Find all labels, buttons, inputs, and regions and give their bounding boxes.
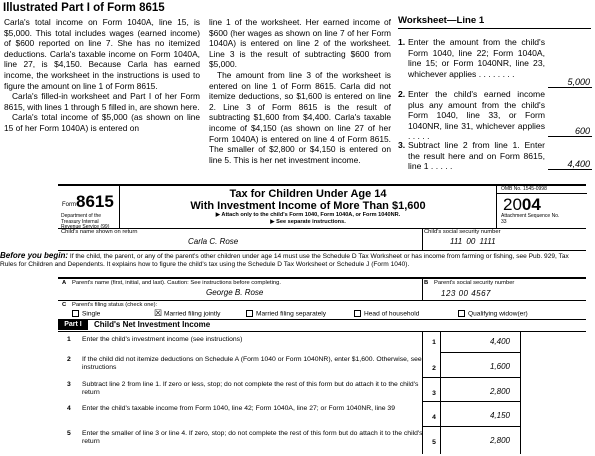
line-box-number: 2 <box>432 365 436 372</box>
line-number: 3 <box>67 381 71 388</box>
child-name-label: Child's name shown on return <box>61 229 138 235</box>
tax-year <box>503 195 541 215</box>
before-label: Before you begin: <box>0 251 69 260</box>
attachment-sequence: Attachment Sequence No. 33 <box>501 213 560 225</box>
before-you-begin <box>0 252 586 270</box>
parent-name-label: Parent's name (first, initial, and last). Caution: See instructions before completing. <box>72 280 281 286</box>
form-8615 <box>0 184 586 452</box>
line-box-number: 4 <box>432 414 436 421</box>
line-text: Enter the smaller of line 3 or line 4. If zero, stop; do not complete the rest of this form but do attach it to the child's return <box>82 430 423 446</box>
filing-option-head-of-household[interactable] <box>354 310 419 317</box>
worksheet-item-number: 1. <box>398 37 406 47</box>
filing-option-single[interactable] <box>72 310 100 317</box>
year-prefix: 20 <box>503 195 522 214</box>
department-label: Department of the Treasury Internal Revenue Service (99) <box>61 213 110 231</box>
parent-ssn-label: Parent's social security number <box>434 280 515 286</box>
form-word: Form <box>62 202 76 208</box>
year-suffix: 04 <box>521 195 541 214</box>
see-instructions: ▶ See separate instructions. <box>270 219 346 225</box>
form-title-block <box>120 188 496 226</box>
line-number: 4 <box>67 405 71 412</box>
checkbox[interactable] <box>458 310 465 317</box>
paragraph: Carla's filled-in worksheet and Part I of her Form 8615, with lines 1 through 5 filled in, are shown here. <box>4 91 200 112</box>
filing-option-label: Qualifying widow(er) <box>468 310 528 318</box>
part-i-badge: Part I <box>58 320 88 330</box>
filing-option-label: Head of household <box>364 310 420 318</box>
line-amount[interactable]: 4,150 <box>489 411 510 420</box>
line-amount[interactable]: 1,600 <box>489 362 510 371</box>
line-box-number: 3 <box>432 390 436 397</box>
line-amount[interactable]: 2,800 <box>489 387 510 396</box>
line-box-number: 1 <box>432 339 436 346</box>
child-ssn-value[interactable]: 111 00 1111 <box>450 237 496 246</box>
line-amount[interactable]: 4,400 <box>489 337 510 346</box>
explanation-column-2 <box>209 17 391 165</box>
line-box-number: 5 <box>432 439 436 446</box>
filing-option-married-separately[interactable] <box>246 310 326 317</box>
filing-status-label: Parent's filing status (check one): <box>72 302 158 308</box>
form-number: 8615 <box>76 192 114 211</box>
omb-number: OMB No. 1545-0998 <box>497 187 587 194</box>
line-number: 5 <box>67 430 71 437</box>
form-title-line-2: With Investment Income of More Than $1,600 <box>190 200 426 212</box>
part-i-title: Child's Net Investment Income <box>94 320 211 329</box>
checkbox[interactable] <box>72 310 79 317</box>
line-text: Enter the child's taxable income from Form 1040, line 42; Form 1040A, line 27; or Form 1040NR, line 39 <box>82 405 395 412</box>
omb-block <box>496 186 586 228</box>
item-a-label: A <box>62 280 67 286</box>
paragraph: Carla's total income on Form 1040A, line 15, is $5,000. This total includes wages (earned income) of $600 reported on line 7. She has no itemized deductions. Carla's taxable income on Form 1040A, line 27, is $4,150. Because Carla has earned income, the worksheet in the instructions is used to figure the amount on line 1 of Form 8615. <box>4 17 200 91</box>
worksheet-item-text: Subtract line 2 from line 1. Enter the result here and on Form 8615, line 1 . . . . . <box>408 140 545 172</box>
filing-option-label: Single <box>82 310 101 318</box>
worksheet-item-value: 5,000 <box>548 77 592 88</box>
line-text: Subtract line 2 from line 1. If zero or less, stop; do not complete the rest of this form but do attach it to the child's return <box>82 381 419 397</box>
filing-option-label: Married filing jointly <box>164 310 221 318</box>
item-b-label: B <box>424 280 429 286</box>
line-text: Enter the child's investment income (see instructions) <box>82 336 243 343</box>
worksheet-title: Worksheet—Line 1 <box>398 15 591 29</box>
parent-name-value[interactable]: George B. Rose <box>206 288 264 297</box>
worksheet-item-text: Enter the amount from the child's Form 1040, line 22; Form 1040A, line 15; or Form 1040NR, line 23, whichever applies . . . . . . . . <box>408 37 545 79</box>
child-name-value[interactable]: Carla C. Rose <box>188 237 239 246</box>
before-text: If the child, the parent, or any of the parent's other children under age 14 must use the Schedule D Tax Worksheet or has income from farming or fishing, see Pub. 929, Tax Rules for Children and Dependents. It explains how to figure the child's tax using the Schedule D Tax Worksheet or Schedule J (Form 1040). <box>0 253 569 269</box>
checkbox[interactable] <box>246 310 253 317</box>
filing-option-qualifying-widow[interactable] <box>458 310 528 317</box>
line-text: If the child did not itemize deductions on Schedule A (Form 1040 or Form 1040NR), enter $1,600. Otherwise, see instructions <box>82 356 422 372</box>
line-amount[interactable]: 2,800 <box>489 436 510 445</box>
paragraph: line 1 of the worksheet. Her earned income of $600 (her wages as shown on line 7 of her Form 1040A) is entered on line 2 of the worksheet. Line 3 is the result of subtracting $600 from $5,000. <box>209 17 391 70</box>
worksheet-item-value: 4,400 <box>548 159 592 170</box>
attach-instruction: ▶ Attach only to the child's Form 1040, Form 1040A, or Form 1040NR. <box>215 212 401 218</box>
filing-option-label: Married filing separately <box>256 310 326 318</box>
worksheet-item-text: Enter the child's earned income plus any amount from the child's Form 1040, line 33, or Form 1040NR, line 31, whichever applies . . . . . <box>408 89 545 142</box>
filing-option-married-jointly[interactable] <box>154 310 220 317</box>
item-c-label: C <box>62 302 67 308</box>
worksheet-line-1 <box>398 15 594 172</box>
form-title-line-1: Tax for Children Under Age 14 <box>229 188 387 200</box>
parent-ssn-value[interactable]: 123 00 4567 <box>441 289 491 298</box>
checkbox[interactable] <box>354 310 361 317</box>
page-heading: Illustrated Part I of Form 8615 <box>3 2 165 14</box>
worksheet-item-number: 2. <box>398 89 406 99</box>
child-ssn-label: Child's social security number <box>424 229 501 235</box>
paragraph: The amount from line 3 of the worksheet is entered on line 1 of Form 8615. Carla did not itemize deductions, so $1,600 is entered on line 2. Line 3 of Form 8615 is the result of subtracting $1,600 from $4,400. Carla's taxable income of $4,150 (as shown on line 27 of her Form 1040A) is entered on line 4 of Form 8615. The smaller of $2,800 or $4,150 is entered on line 5. This is her net investment income. <box>209 69 391 165</box>
worksheet-item-number: 3. <box>398 140 406 150</box>
explanation-column-1 <box>4 17 200 134</box>
worksheet-item-value: 600 <box>548 126 592 137</box>
form-id-block <box>58 186 120 231</box>
paragraph: Carla's total income of $5,000 (as shown on line 15 of her Form 1040A) is entered on <box>4 112 200 133</box>
checkbox-checked[interactable]: ☒ <box>154 308 163 318</box>
line-number: 1 <box>67 336 71 343</box>
line-number: 2 <box>67 356 71 363</box>
